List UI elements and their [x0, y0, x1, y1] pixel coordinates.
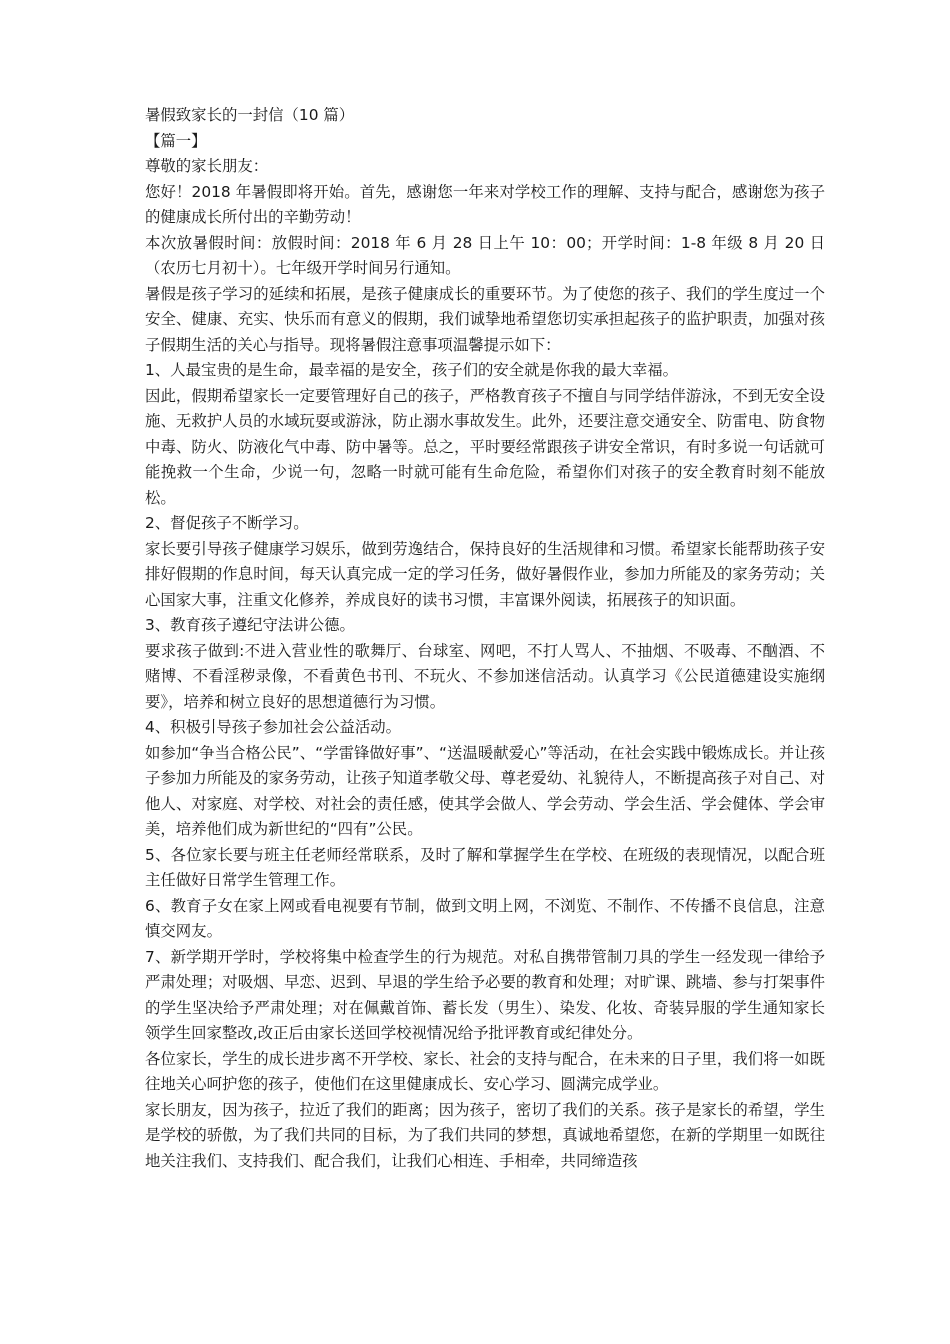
paragraph-intro: 暑假是孩子学习的延续和拓展，是孩子健康成长的重要环节。为了使您的孩子、我们的学生度过一个安全、健康、充实、快乐而有意义的假期，我们诚挚地希望您切实承担起孩子的监护职责，加强对孩子假期生活的关心与指导。现将暑假注意事项温馨提示如下： — [145, 284, 825, 354]
item-2-body: 家长要引导孩子健康学习娱乐，做到劳逸结合，保持良好的生活规律和习惯。希望家长能帮助孩子安排好假期的作息时间，每天认真完成一定的学习任务，做好暑假作业，参加力所能及的家务劳动；关心国家大事，注重文化修养，养成良好的读书习惯，丰富课外阅读，拓展孩子的知识面。 — [145, 539, 825, 609]
paragraph-opening: 您好！2018 年暑假即将开始。首先，感谢您一年来对学校工作的理解、支持与配合，感谢您为孩子的健康成长所付出的辛勤劳动！ — [145, 182, 825, 226]
item-3-body: 要求孩子做到:不进入营业性的歌舞厅、台球室、网吧，不打人骂人、不抽烟、不吸毒、不酗酒、不赌博、不看淫秽录像，不看黄色书刊、不玩火、不参加迷信活动。认真学习《公民道德建设实施纲要》，培养和树立良好的思想道德行为习惯。 — [145, 641, 825, 711]
paragraph-closing-2: 家长朋友，因为孩子，拉近了我们的距离；因为孩子，密切了我们的关系。孩子是家长的希望，学生是学校的骄傲，为了我们共同的目标，为了我们共同的梦想，真诚地希望您，在新的学期里一如既往地关注我们、支持我们、配合我们，让我们心相连、手相牵，共同缔造孩 — [145, 1100, 825, 1170]
item-1-heading: 1、人最宝贵的是生命，最幸福的是安全，孩子们的安全就是你我的最大幸福。 — [145, 361, 679, 379]
item-3-heading: 3、教育孩子遵纪守法讲公德。 — [145, 616, 355, 634]
item-5: 5、各位家长要与班主任老师经常联系，及时了解和掌握学生在学校、在班级的表现情况，以配合班主任做好日常学生管理工作。 — [145, 845, 825, 889]
item-6: 6、教育子女在家上网或看电视要有节制，做到文明上网，不浏览、不制作、不传播不良信息，注意慎交网友。 — [145, 896, 825, 940]
document-title: 暑假致家长的一封信（10 篇） — [145, 106, 355, 124]
item-4-heading: 4、积极引导孩子参加社会公益活动。 — [145, 718, 402, 736]
paragraph-schedule: 本次放暑假时间：放假时间：2018 年 6 月 28 日上午 10：00；开学时间：1-8 年级 8 月 20 日（农历七月初十）。七年级开学时间另行通知。 — [145, 233, 825, 277]
item-2-heading: 2、督促孩子不断学习。 — [145, 514, 309, 532]
item-7: 7、新学期开学时，学校将集中检查学生的行为规范。对私自携带管制刀具的学生一经发现一律给予严肃处理；对吸烟、早恋、迟到、早退的学生给予必要的教育和处理；对旷课、跳墙、参与打架事件的学生坚决给予严肃处理；对在佩戴首饰、蓄长发（男生）、染发、化妆、奇装异服的学生通知家长领学生回家整改,改正后由家长送回学校视情况给予批评教育或纪律处分。 — [145, 947, 825, 1042]
item-4-body: 如参加“争当合格公民”、“学雷锋做好事”、“送温暖献爱心”等活动，在社会实践中锻炼成长。并让孩子参加力所能及的家务劳动，让孩子知道孝敬父母、尊老爱幼、礼貌待人，不断提高孩子对自己、对他人、对家庭、对学校、对社会的责任感，使其学会做人、学会劳动、学会生活、学会健体、学会审美，培养他们成为新世纪的“四有”公民。 — [145, 743, 825, 838]
section-heading: 【篇一】 — [145, 131, 207, 150]
document-body — [145, 103, 825, 1174]
item-1-body: 因此，假期希望家长一定要管理好自己的孩子，严格教育孩子不擅自与同学结伴游泳，不到无安全设施、无救护人员的水域玩耍或游泳，防止溺水事故发生。此外，还要注意交通安全、防雷电、防食物中毒、防火、防液化气中毒、防中暑等。总之，平时要经常跟孩子讲安全常识，有时多说一句话就可能挽救一个生命，少说一句，忽略一时就可能有生命危险，希望你们对孩子的安全教育时刻不能放松。 — [145, 386, 825, 507]
greeting: 尊敬的家长朋友： — [145, 157, 269, 175]
paragraph-closing-1: 各位家长，学生的成长进步离不开学校、家长、社会的支持与配合，在未来的日子里，我们将一如既往地关心呵护您的孩子，使他们在这里健康成长、安心学习、圆满完成学业。 — [145, 1049, 825, 1093]
